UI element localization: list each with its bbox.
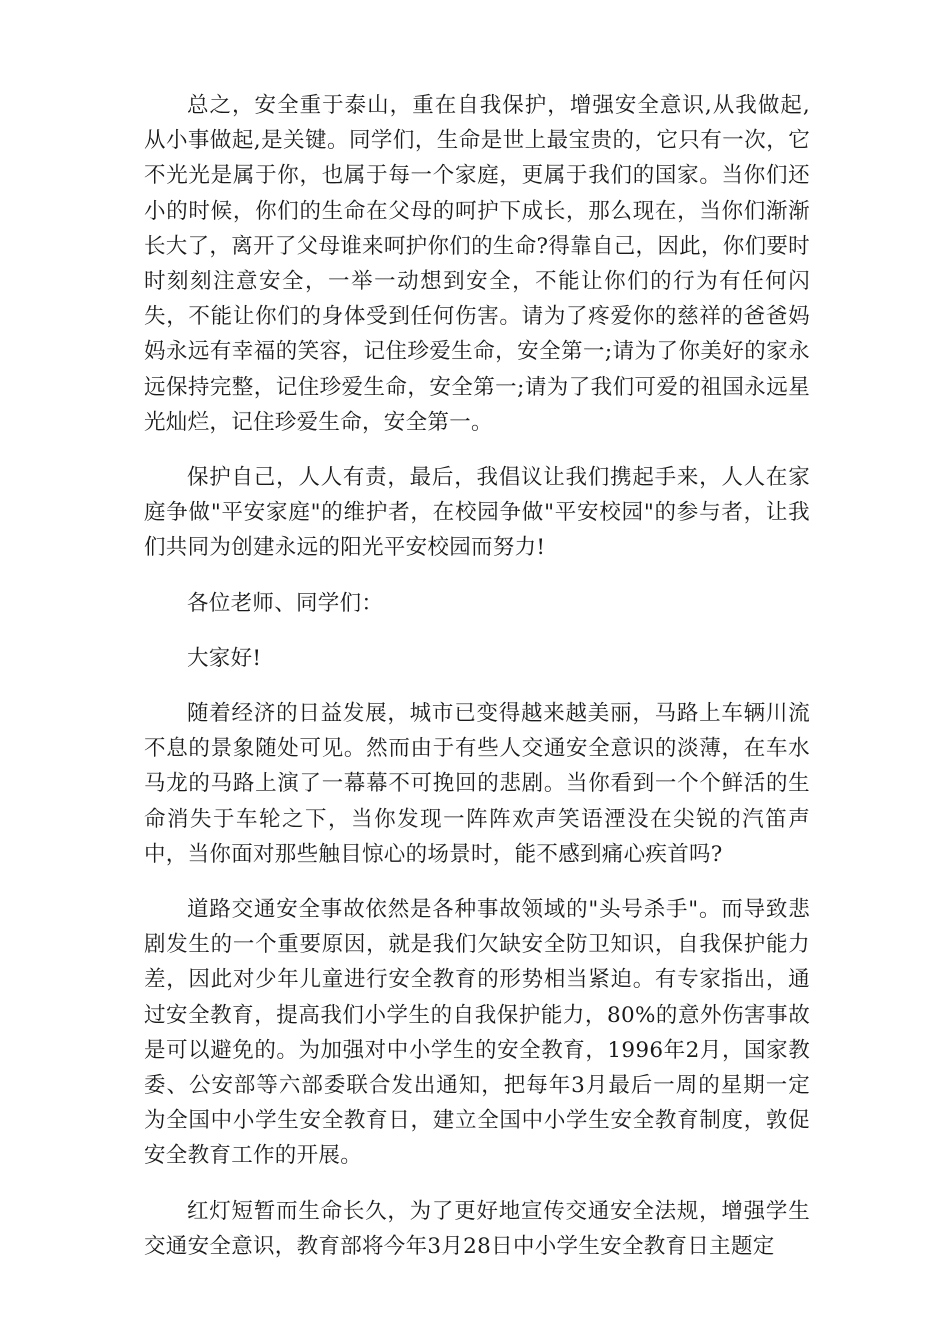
paragraph-greeting: 大家好! xyxy=(187,645,262,671)
paragraph-red-light: 红灯短暂而生命长久，为了更好地宣传交通安全法规，增强学生交通安全意识，教育部将今年3月28日中小学生安全教育日主题定 xyxy=(144,1198,810,1259)
paragraph-conclusion: 总之，安全重于泰山，重在自我保护，增强安全意识,从我做起,从小事做起,是关键。同学们，生命是世上最宝贵的，它只有一次，它不光光是属于你，也属于每一个家庭，更属于我们的国家。当你们还小的时候，你们的生命在父母的呵护下成长，那么现在，当你们渐渐长大了，离开了父母谁来呵护你们的生命?得靠自己，因此，你们要时时刻刻注意安全，一举一动想到安全，不能让你们的行为有任何闪失，不能让你们的身体受到任何伤害。请为了疼爱你的慈祥的爸爸妈妈永远有幸福的笑容，记住珍爱生命，安全第一;请为了你美好的家永远保持完整，记住珍爱生命，安全第一;请为了我们可爱的祖国永远星光灿烂，记住珍爱生命，安全第一。 xyxy=(144,93,810,435)
paragraph-traffic-accidents: 道路交通安全事故依然是各种事故领域的"头号杀手"。而导致悲剧发生的一个重要原因，就是我们欠缺安全防卫知识，自我保护能力差，因此对少年儿童进行安全教育的形势相当紧迫。有专家指出，通过安全教育，提高我们小学生的自我保护能力，80%的意外伤害事故是可以避免的。为加强对中小学生的安全教育，1996年2月，国家教委、公安部等六部委联合发出通知，把每年3月最后一周的星期一定为全国中小学生安全教育日，建立全国中小学生安全教育制度，敦促安全教育工作的开展。 xyxy=(144,897,810,1169)
paragraph-initiative: 保护自己，人人有责，最后，我倡议让我们携起手来，人人在家庭争做"平安家庭"的维护者，在校园争做"平安校园"的参与者，让我们共同为创建永远的阳光平安校园而努力! xyxy=(144,465,810,561)
paragraph-salutation: 各位老师、同学们： xyxy=(187,590,384,616)
paragraph-traffic-intro: 随着经济的日益发展，城市已变得越来越美丽，马路上车辆川流不息的景象随处可见。然而由于有些人交通安全意识的淡薄，在车水马龙的马路上演了一幕幕不可挽回的悲剧。当你看到一个个鲜活的生命消失于车轮之下，当你发现一阵阵欢声笑语湮没在尖锐的汽笛声中，当你面对那些触目惊心的场景时，能不感到痛心疾首吗? xyxy=(144,701,810,867)
